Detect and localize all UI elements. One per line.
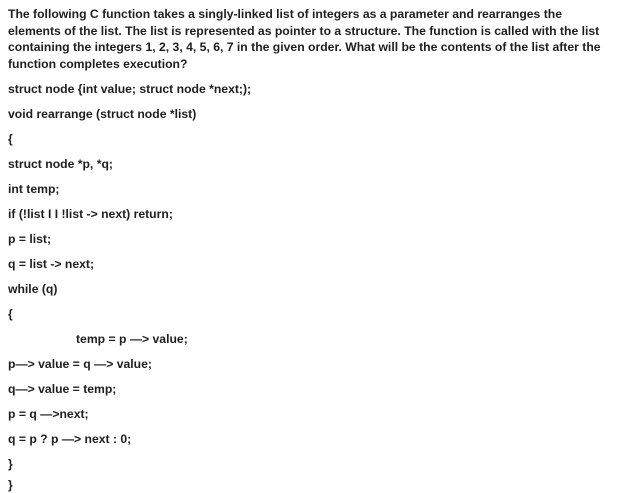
code-line-if-return: if (!list I I !list -> next) return; xyxy=(8,207,173,221)
code-line-q-value-assign: q—> value = temp; xyxy=(8,382,117,396)
code-line-p-assign: p = list; xyxy=(8,232,52,246)
code-line-function-signature: void rearrange (struct node *list) xyxy=(8,107,197,121)
code-line-temp-decl: int temp; xyxy=(8,182,60,196)
question-text: The following C function takes a singly-linked list of integers as a parameter and rearranges the elements of the list. The list is represented as pointer to a structure. The function is called with the list containing the integers 1, 2, 3, 4, 5, 6, 7 in the given order. What will be the contents of the list after the function completes execution? xyxy=(8,7,601,71)
code-line-temp-assign: temp = p —> value; xyxy=(76,332,188,346)
code-line-q-ternary: q = p ? p —> next : 0; xyxy=(8,432,132,446)
code-line-open-brace: { xyxy=(8,132,13,146)
code-line-struct-def: struct node {int value; struct node *next;); xyxy=(8,82,252,96)
code-line-while-open-brace: { xyxy=(8,307,13,321)
code-line-p-next: p = q —>next; xyxy=(8,407,89,421)
code-line-while-close-brace: } xyxy=(8,457,13,471)
code-line-function-close-brace: } xyxy=(8,478,13,492)
code-line-pointer-decl: struct node *p, *q; xyxy=(8,157,113,171)
code-line-while: while (q) xyxy=(8,282,58,296)
code-line-q-assign: q = list -> next; xyxy=(8,257,95,271)
code-line-p-value-assign: p—> value = q —> value; xyxy=(8,357,152,371)
